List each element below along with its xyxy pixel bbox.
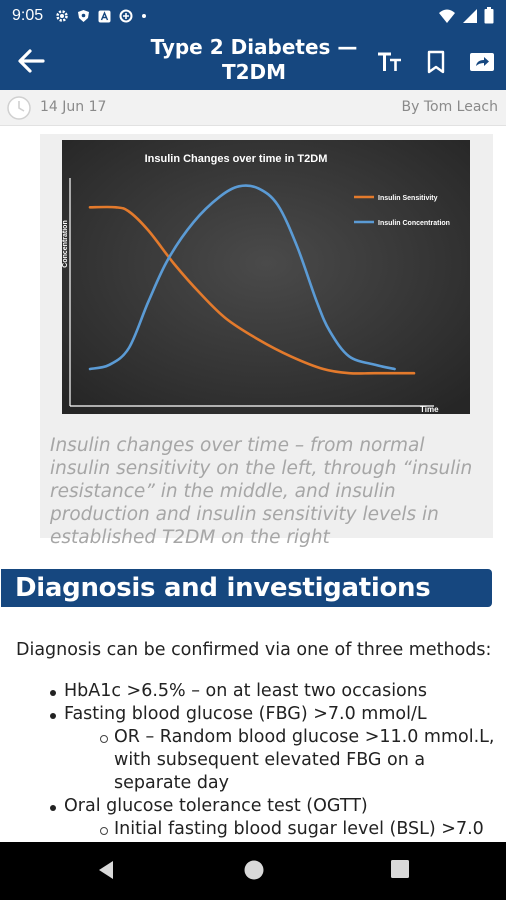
status-system-icons bbox=[438, 7, 494, 24]
arrow-left-icon bbox=[17, 48, 45, 74]
status-time: 9:05 bbox=[12, 7, 44, 24]
battery-icon bbox=[484, 7, 494, 24]
intro-paragraph: Diagnosis can be confirmed via one of three methods: bbox=[16, 640, 492, 660]
system-nav-bar bbox=[0, 842, 506, 900]
chart-image bbox=[62, 140, 470, 414]
nav-back-icon[interactable] bbox=[96, 859, 116, 881]
app-bar bbox=[0, 32, 506, 90]
legend-label-sensitivity: Insulin Sensitivity bbox=[378, 195, 438, 202]
insulin-chart bbox=[62, 140, 470, 414]
list-item: Fasting blood glucose (FBG) >7.0 mmol/L bbox=[64, 704, 427, 724]
bullet bbox=[50, 690, 56, 696]
bullet bbox=[50, 713, 56, 719]
sub-list-item-continued: separate day bbox=[114, 773, 230, 793]
legend-label-concentration: Insulin Concentration bbox=[378, 220, 450, 227]
sub-list-item: Initial fasting blood sugar level (BSL) >7.0 bbox=[114, 819, 484, 839]
article-figure bbox=[40, 134, 493, 548]
signal-icon bbox=[462, 8, 478, 24]
share-button[interactable] bbox=[467, 47, 497, 77]
article-meta bbox=[0, 90, 506, 126]
data-saver-icon bbox=[119, 9, 133, 23]
text-size-button[interactable] bbox=[375, 47, 405, 77]
shield-icon bbox=[77, 9, 90, 23]
text-size-icon bbox=[376, 51, 404, 73]
sub-bullet bbox=[100, 735, 108, 743]
wifi-icon bbox=[438, 8, 456, 24]
bookmark-icon bbox=[426, 50, 446, 74]
list-item: Oral glucose tolerance test (OGTT) bbox=[64, 796, 368, 816]
sub-list-item: OR – Random blood glucose >11.0 mmol.L, bbox=[114, 727, 495, 747]
clock-icon bbox=[6, 95, 32, 121]
article-date: 14 Jun 17 bbox=[40, 99, 107, 115]
bullet bbox=[50, 805, 56, 811]
bookmark-button[interactable] bbox=[421, 47, 451, 77]
sub-list-item-continued: with subsequent elevated FBG on a bbox=[114, 750, 426, 770]
list-item: HbA1c >6.5% – on at least two occasions bbox=[64, 681, 427, 701]
sub-bullet bbox=[100, 827, 108, 835]
chart-title: Insulin Changes over time in T2DM bbox=[144, 153, 328, 165]
dot-icon bbox=[141, 13, 147, 19]
nav-home-icon[interactable] bbox=[243, 859, 265, 881]
y-axis-label: Concentration bbox=[62, 220, 69, 268]
section-heading: Diagnosis and investigations bbox=[1, 569, 492, 607]
nav-recents-icon[interactable] bbox=[390, 859, 410, 879]
figure-caption: Insulin changes over time – from normal insulin sensitivity on the left, through “insulin resistance” in the middle, and insulin production and insulin sensitivity levels in established T2DM on the right bbox=[50, 435, 473, 548]
status-notification-icons bbox=[55, 9, 147, 23]
article-author: By Tom Leach bbox=[401, 99, 498, 115]
app-a-icon bbox=[98, 10, 111, 23]
settings-icon bbox=[55, 9, 69, 23]
x-axis-label: Time bbox=[420, 405, 439, 414]
status-bar bbox=[0, 0, 506, 32]
back-button[interactable] bbox=[14, 45, 48, 77]
share-screen-icon bbox=[468, 51, 496, 73]
page-title: Type 2 Diabetes — T2DM bbox=[150, 35, 358, 84]
